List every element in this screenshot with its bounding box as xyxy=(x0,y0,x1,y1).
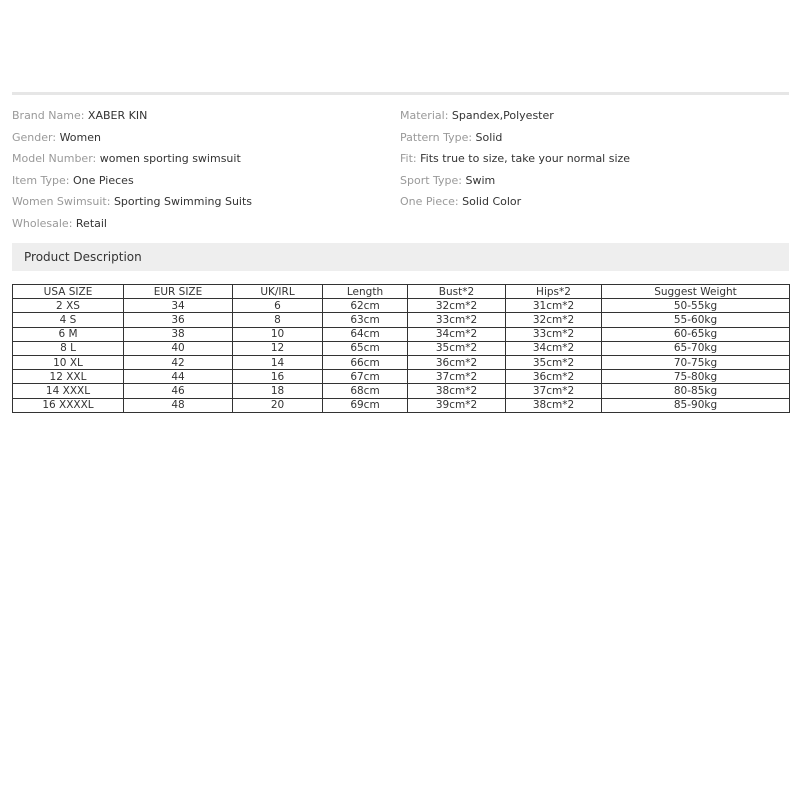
section-divider xyxy=(12,92,789,95)
attribute-value: women sporting swimsuit xyxy=(99,152,241,166)
table-cell: 68cm xyxy=(323,384,408,398)
column-header-usa-size: USA SIZE xyxy=(13,285,124,299)
attribute-value: Solid xyxy=(475,130,503,144)
table-row xyxy=(13,384,790,398)
attribute-key: One Piece: xyxy=(400,195,459,209)
table-cell: 34cm*2 xyxy=(506,341,602,355)
attribute-value: Fits true to size, take your normal size xyxy=(420,152,631,166)
table-cell: 38cm*2 xyxy=(408,384,506,398)
attribute-material xyxy=(400,108,790,130)
table-cell: 42 xyxy=(124,355,233,369)
table-header-row xyxy=(13,285,790,299)
attribute-model-number xyxy=(12,151,392,173)
attribute-value: Retail xyxy=(75,216,107,230)
table-cell: 36 xyxy=(124,313,233,327)
table-cell: 75-80kg xyxy=(602,370,790,384)
table-cell: 50-55kg xyxy=(602,299,790,313)
table-cell: 35cm*2 xyxy=(506,355,602,369)
table-cell: 36cm*2 xyxy=(506,370,602,384)
column-header-eur-size: EUR SIZE xyxy=(124,285,233,299)
attribute-women-swimsuit xyxy=(12,194,392,216)
table-row xyxy=(13,355,790,369)
table-cell: 18 xyxy=(233,384,323,398)
table-cell: 12 xyxy=(233,341,323,355)
table-row xyxy=(13,313,790,327)
attribute-item-type xyxy=(12,173,392,195)
column-header-suggest-weight: Suggest Weight xyxy=(602,285,790,299)
attribute-key: Model Number: xyxy=(12,152,97,166)
table-cell: 70-75kg xyxy=(602,355,790,369)
column-header-uk-irl: UK/IRL xyxy=(233,285,323,299)
attribute-value: Solid Color xyxy=(462,195,522,209)
attribute-key: Material: xyxy=(400,109,449,122)
table-cell: 46 xyxy=(124,384,233,398)
table-cell: 65-70kg xyxy=(602,341,790,355)
table-row xyxy=(13,341,790,355)
table-cell: 67cm xyxy=(323,370,408,384)
attribute-value: XABER KIN xyxy=(87,109,148,122)
table-cell: 36cm*2 xyxy=(408,355,506,369)
attribute-pattern-type xyxy=(400,130,790,152)
table-cell: 65cm xyxy=(323,341,408,355)
attribute-key: Women Swimsuit: xyxy=(12,195,111,209)
table-cell: 38cm*2 xyxy=(506,398,602,412)
table-cell: 34cm*2 xyxy=(408,327,506,341)
table-cell: 33cm*2 xyxy=(506,327,602,341)
table-row xyxy=(13,370,790,384)
product-description-header xyxy=(12,243,789,271)
table-cell: 14 XXXL xyxy=(13,384,124,398)
attribute-key: Gender: xyxy=(12,130,57,144)
table-cell: 62cm xyxy=(323,299,408,313)
table-cell: 69cm xyxy=(323,398,408,412)
table-cell: 33cm*2 xyxy=(408,313,506,327)
table-cell: 60-65kg xyxy=(602,327,790,341)
product-description-title: Product Description xyxy=(24,250,142,264)
table-cell: 32cm*2 xyxy=(506,313,602,327)
table-cell: 6 M xyxy=(13,327,124,341)
attribute-brand-name xyxy=(12,108,392,130)
table-cell: 6 xyxy=(233,299,323,313)
table-cell: 10 xyxy=(233,327,323,341)
attribute-key: Item Type: xyxy=(12,173,70,187)
table-cell: 37cm*2 xyxy=(506,384,602,398)
attributes-right-column xyxy=(400,108,790,216)
table-cell: 85-90kg xyxy=(602,398,790,412)
table-cell: 12 XXL xyxy=(13,370,124,384)
table-cell: 20 xyxy=(233,398,323,412)
attribute-value: Women xyxy=(59,130,101,144)
table-cell: 37cm*2 xyxy=(408,370,506,384)
attribute-value: Spandex,Polyester xyxy=(451,109,554,122)
table-cell: 64cm xyxy=(323,327,408,341)
attribute-key: Wholesale: xyxy=(12,216,73,230)
table-cell: 31cm*2 xyxy=(506,299,602,313)
table-cell: 80-85kg xyxy=(602,384,790,398)
attribute-value: Sporting Swimming Suits xyxy=(113,195,253,209)
table-cell: 48 xyxy=(124,398,233,412)
table-cell: 40 xyxy=(124,341,233,355)
attribute-value: Swim xyxy=(465,173,496,187)
table-cell: 66cm xyxy=(323,355,408,369)
table-cell: 2 XS xyxy=(13,299,124,313)
table-cell: 55-60kg xyxy=(602,313,790,327)
table-cell: 44 xyxy=(124,370,233,384)
attributes-left-column xyxy=(12,108,392,238)
table-cell: 4 S xyxy=(13,313,124,327)
table-row xyxy=(13,327,790,341)
attribute-one-piece xyxy=(400,194,790,216)
table-cell: 63cm xyxy=(323,313,408,327)
table-cell: 16 xyxy=(233,370,323,384)
table-cell: 39cm*2 xyxy=(408,398,506,412)
table-cell: 14 xyxy=(233,355,323,369)
attribute-fit xyxy=(400,151,790,173)
attribute-key: Sport Type: xyxy=(400,173,462,187)
table-cell: 10 XL xyxy=(13,355,124,369)
column-header-hips: Hips*2 xyxy=(506,285,602,299)
attribute-value: One Pieces xyxy=(73,173,134,187)
column-header-length: Length xyxy=(323,285,408,299)
table-cell: 8 L xyxy=(13,341,124,355)
attribute-gender xyxy=(12,130,392,152)
table-cell: 35cm*2 xyxy=(408,341,506,355)
column-header-bust: Bust*2 xyxy=(408,285,506,299)
table-cell: 34 xyxy=(124,299,233,313)
table-cell: 32cm*2 xyxy=(408,299,506,313)
size-chart-table xyxy=(12,284,790,413)
attribute-key: Brand Name: xyxy=(12,109,85,122)
table-cell: 16 XXXXL xyxy=(13,398,124,412)
attribute-wholesale xyxy=(12,216,392,238)
table-cell: 8 xyxy=(233,313,323,327)
table-row xyxy=(13,299,790,313)
attribute-key: Pattern Type: xyxy=(400,130,473,144)
table-row xyxy=(13,398,790,412)
attribute-key: Fit: xyxy=(400,152,417,166)
attribute-sport-type xyxy=(400,173,790,195)
table-cell: 38 xyxy=(124,327,233,341)
